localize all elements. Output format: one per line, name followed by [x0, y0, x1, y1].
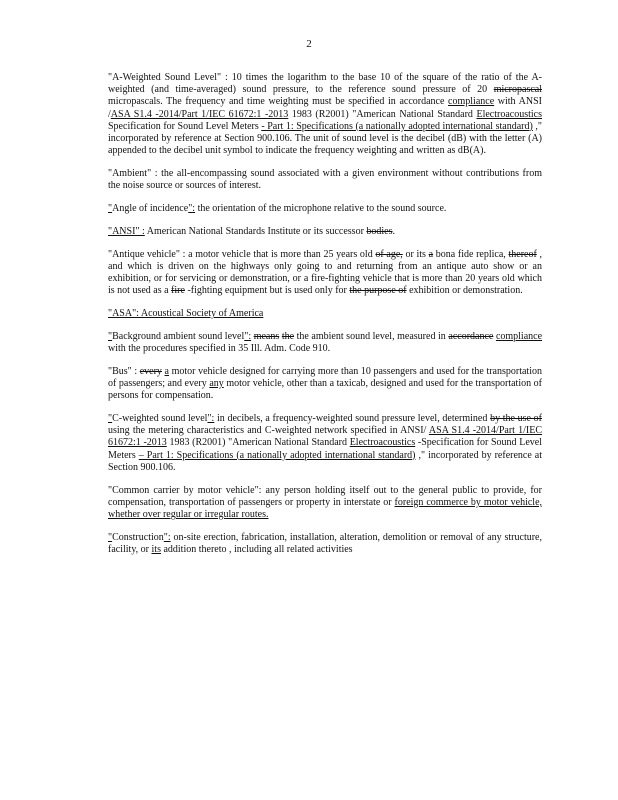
struck-text: by the use of — [490, 413, 542, 425]
struck-text: the purpose of — [349, 285, 407, 297]
text-run: "Antique vehicle" : a motor vehicle that is more than 25 years old — [108, 248, 376, 260]
struck-text: accordance — [448, 330, 494, 342]
text-run: bona fide replica, — [433, 248, 509, 260]
text-run: "Bus" : — [108, 365, 140, 377]
inserted-text: - Part 1: Specifications (a nationally adopted international standard) — [261, 120, 533, 132]
inserted-text: " — [108, 203, 113, 215]
text-run: Background ambient sound level — [112, 330, 245, 342]
definition-paragraph — [108, 331, 542, 355]
inserted-text: " — [108, 531, 113, 543]
page-number: 2 — [306, 38, 312, 50]
inserted-text: ": — [244, 330, 252, 342]
struck-text: fire — [171, 285, 185, 297]
definition-paragraph — [108, 308, 542, 320]
inserted-text: Electroacoustics — [476, 108, 542, 120]
definition-paragraph — [108, 203, 542, 215]
text-run: "Ambient" : the all-encompassing sound associated with a given environment without contributions from the noise source or sources of interest. — [108, 168, 542, 192]
text-run: Angle of incidence — [112, 203, 189, 215]
struck-text: means — [253, 330, 280, 342]
inserted-text: a — [164, 365, 169, 377]
definition-paragraph — [108, 249, 542, 298]
text-run: micropascals. The frequency and time weighting must be specified in accordance — [108, 96, 449, 108]
text-run: with the procedures specified in 35 Ill. Adm. Code 910. — [108, 343, 331, 355]
struck-text: micropascal — [493, 84, 542, 96]
text-run: the ambient sound level, measured in — [294, 330, 449, 342]
text-run: using the metering characteristics and C-weighted network specified in ANSI/ — [108, 425, 429, 437]
inserted-text: "ANSI" : — [108, 225, 145, 237]
inserted-text: "ASA": Acoustical Society of America — [108, 308, 264, 320]
definitions-body — [108, 72, 542, 567]
text-run: C-weighted sound level — [112, 413, 208, 425]
text-run: -Specification for Sound Level Meters — [108, 437, 543, 461]
definition-paragraph — [108, 72, 542, 157]
text-run: 1983 (R2001) "American National Standard — [288, 108, 477, 120]
inserted-text: foreign commerce by motor vehicle, whether over regular or irregular routes. — [108, 496, 543, 521]
inserted-text: – Part 1: Specifications (a nationally adopted international standard) — [138, 449, 416, 461]
text-run: Construction — [112, 531, 164, 543]
definition-paragraph — [108, 366, 542, 403]
inserted-text: ": — [188, 203, 196, 215]
inserted-text: " — [108, 413, 113, 425]
text-run: motor vehicle, other than a taxicab, designed and used for the transportation of persons for compensation. — [108, 378, 542, 402]
struck-text: bodies — [366, 225, 393, 237]
text-run: Specification for Sound Level Meters — [108, 120, 262, 132]
definition-paragraph — [108, 532, 542, 556]
struck-text: thereof — [508, 248, 537, 260]
text-run: 1983 (R2001) "American National Standard — [166, 437, 350, 449]
struck-text: a — [428, 248, 434, 260]
definition-paragraph — [108, 226, 542, 238]
text-run: motor vehicle designed for carrying more than 10 passengers and used for the transportation of passengers; and every — [108, 365, 542, 390]
definition-paragraph — [108, 168, 542, 192]
text-run: exhibition or demonstration. — [406, 285, 523, 297]
inserted-text: ": — [163, 531, 171, 543]
inserted-text: compliance — [448, 96, 495, 108]
inserted-text: ": — [207, 413, 215, 425]
inserted-text: its — [151, 544, 161, 556]
text-run: American National Standards Institute or its successor — [144, 225, 367, 237]
inserted-text: ASA S1.4 -2014/Part 1/IEC 61672:1 -2013 — [110, 108, 289, 120]
struck-text: of age, — [375, 248, 403, 260]
text-run: in decibels, a frequency-weighted sound pressure level, determined — [214, 413, 491, 425]
inserted-text: compliance — [495, 330, 543, 342]
struck-text: every — [139, 365, 162, 377]
text-run: -fighting equipment but is used only for — [184, 285, 350, 297]
inserted-text: Electroacoustics — [349, 437, 416, 449]
definition-paragraph — [108, 413, 542, 474]
text-run: addition thereto , including all related activities — [160, 544, 353, 556]
inserted-text: any — [209, 378, 224, 390]
struck-text: the — [281, 330, 295, 342]
text-run: , and which is driven on the highways only going to and returning from an antique auto show or an exhibition, or for servicing or demonstration, or a fire-fighting vehicle that is more than 20 years old which is not used as a — [108, 248, 542, 297]
text-run: ," incorporated by reference at Section 900.106. — [108, 449, 542, 473]
text-run: ," incorporated by reference at Section 900.106. The unit of sound level is the decibel (dB) with the letter (A) appended to the decibel unit symbol to indicate the frequency weighting and written as dB(A). — [108, 120, 543, 157]
definition-paragraph — [108, 485, 542, 522]
text-run: . — [392, 225, 396, 237]
inserted-text: ASA S1.4 -2014/Part 1/IEC 61672:1 -2013 — [108, 425, 542, 449]
text-run: "A-Weighted Sound Level" : 10 times the logarithm to the base 10 of the square of the ratio of the A-weighted (and time-averaged) sound pressure, to the reference sound pressure of 20 — [108, 72, 542, 96]
inserted-text: " — [108, 330, 113, 342]
text-run: on-site erection, fabrication, installation, alteration, demolition or removal of any structure, facility, or — [108, 531, 542, 556]
text-run: the orientation of the microphone relative to the sound source. — [195, 203, 447, 215]
text-run: or its — [402, 248, 429, 260]
text-run: with ANSI / — [108, 96, 542, 120]
text-run: "Common carrier by motor vehicle": any person holding itself out to the general public to provide, for compensation, transportation of passengers or property in interstate or — [108, 484, 542, 508]
